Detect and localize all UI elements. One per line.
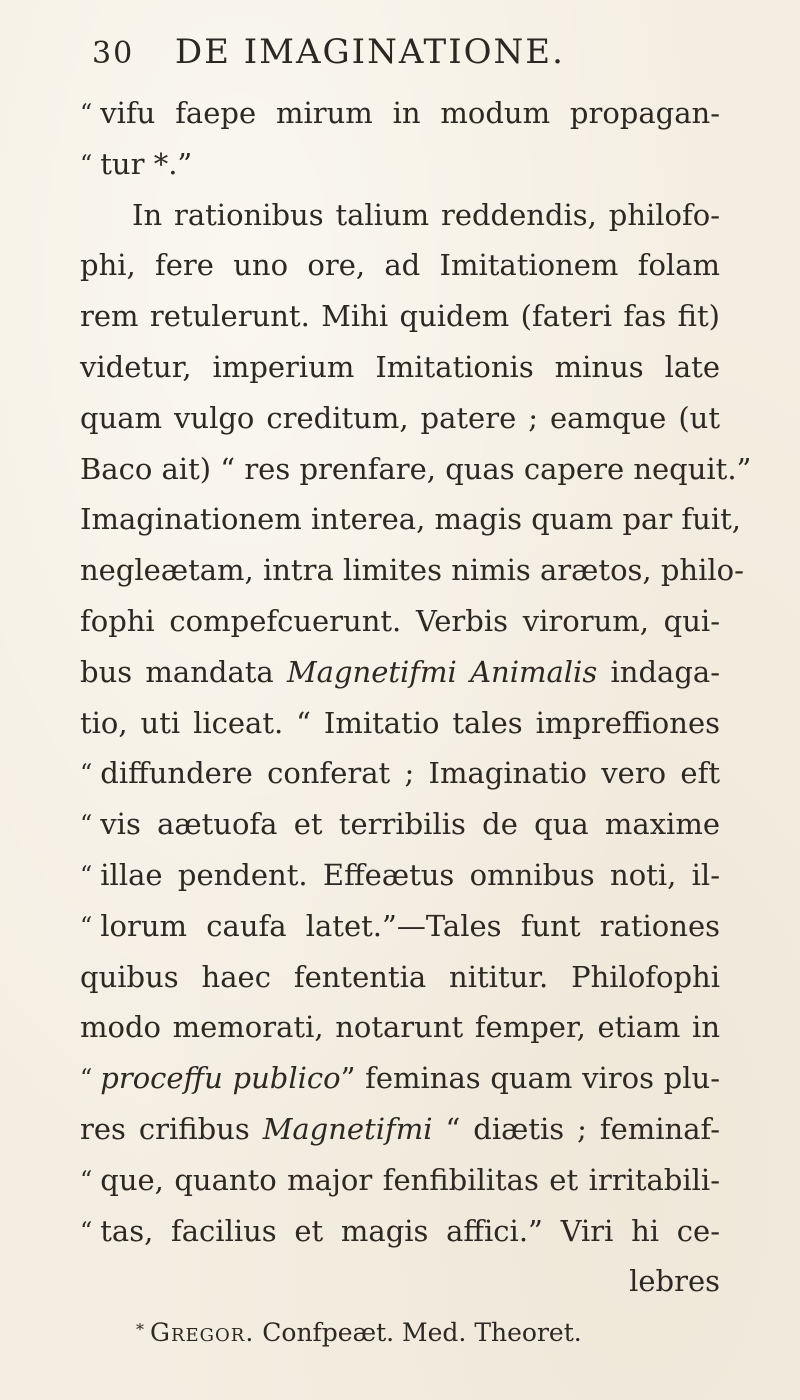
text-line [80,545,744,596]
quote-mark: “ [80,1165,93,1194]
line-text: diffundere conferat ; Imaginatio vero eft [100,756,720,791]
quote-mark: “ [80,810,93,839]
line-text: tas, facilius et magis affici.” Viri hi ce- [100,1213,720,1248]
text-line [80,342,720,393]
quote-mark: “ [80,99,93,127]
line-text: res crifibus Magnetifmi “ diætis ; feminaf- [80,1111,720,1146]
italic-term: Magnetifmi Animalis [286,654,598,689]
line-text: negleætam, intra limites nimis arætos, philo- [80,553,744,588]
text-line [80,240,720,291]
running-title: DE IMAGINATIONE. [174,32,565,72]
text-line [80,698,720,749]
quote-mark: “ [80,860,93,889]
text-line [80,952,720,1003]
quote-mark: “ [80,1216,93,1245]
text-line [80,291,720,342]
catchword [80,1256,720,1307]
text-line [80,1104,720,1155]
text-line [80,1053,720,1104]
line-text: videtur, imperium Imitationis minus late [80,349,720,384]
line-text: Imaginationem interea, magis quam par fuit, [80,502,741,537]
line-text: lorum caufa latet.”—Tales funt rationes [100,908,720,943]
page-header [92,32,565,72]
quote-mark: “ [80,759,93,788]
line-text: phi, fere uno ore, ad Imitationem folam [80,248,720,283]
quote-mark: “ [80,149,93,178]
text-line [80,901,720,952]
text-line [80,88,720,139]
line-text: modo memorati, notarunt femper, etiam in [80,1010,720,1045]
text-line [80,1155,720,1206]
line-text: quam vulgo creditum, patere ; eamque (ut [80,400,720,435]
text-line [80,850,720,901]
footnote-author: Gregor. [150,1318,255,1347]
text-line [80,748,720,799]
quote-mark: “ [80,1064,93,1093]
text-line [80,494,741,545]
text-line [80,1206,720,1257]
text-line [80,1002,720,1053]
line-text: illae pendent. Effeætus omnibus noti, il- [100,857,720,892]
text-line [80,444,752,495]
line-text: fophi compefcuerunt. Verbis virorum, qui- [80,603,720,638]
line-text: bus mandata Magnetifmi Animalis indaga- [80,654,720,689]
line-text: rem retulerunt. Mihi quidem (fateri fas fit) [80,299,720,334]
italic-term: proceffu publico [100,1061,341,1096]
line-text: In rationibus talium reddendis, philofo- [132,197,720,232]
text-line [80,596,720,647]
footnote-text: Confpeæt. Med. Theoret. [262,1318,582,1347]
footnote [136,1318,582,1347]
footnote-marker: * [136,1320,144,1339]
text-line [80,393,720,444]
text-line [80,139,720,190]
text-line [80,647,720,698]
page-number: 30 [92,36,135,71]
italic-term: Magnetifmi [262,1111,433,1146]
text-line [80,799,720,850]
line-text: tur *.” [100,146,193,181]
line-text: Baco ait) “ res prenfare, quas capere nequit.” [80,451,752,486]
line-text: proceffu publico” feminas quam viros plu- [100,1061,720,1096]
line-text: quibus haec fententia nititur. Philofophi [80,959,720,994]
quote-mark: “ [80,911,93,940]
line-text: vifu faepe mirum in modum propagan- [100,96,720,130]
text-line [80,190,720,241]
line-text: lebres [629,1264,720,1299]
line-text: vis aætuofa et terribilis de qua maxime [100,807,720,842]
line-text: que, quanto major fenfibilitas et irritabili- [100,1162,720,1197]
body-text [80,88,752,1307]
line-text: tio, uti liceat. “ Imitatio tales impreffiones [80,705,720,740]
